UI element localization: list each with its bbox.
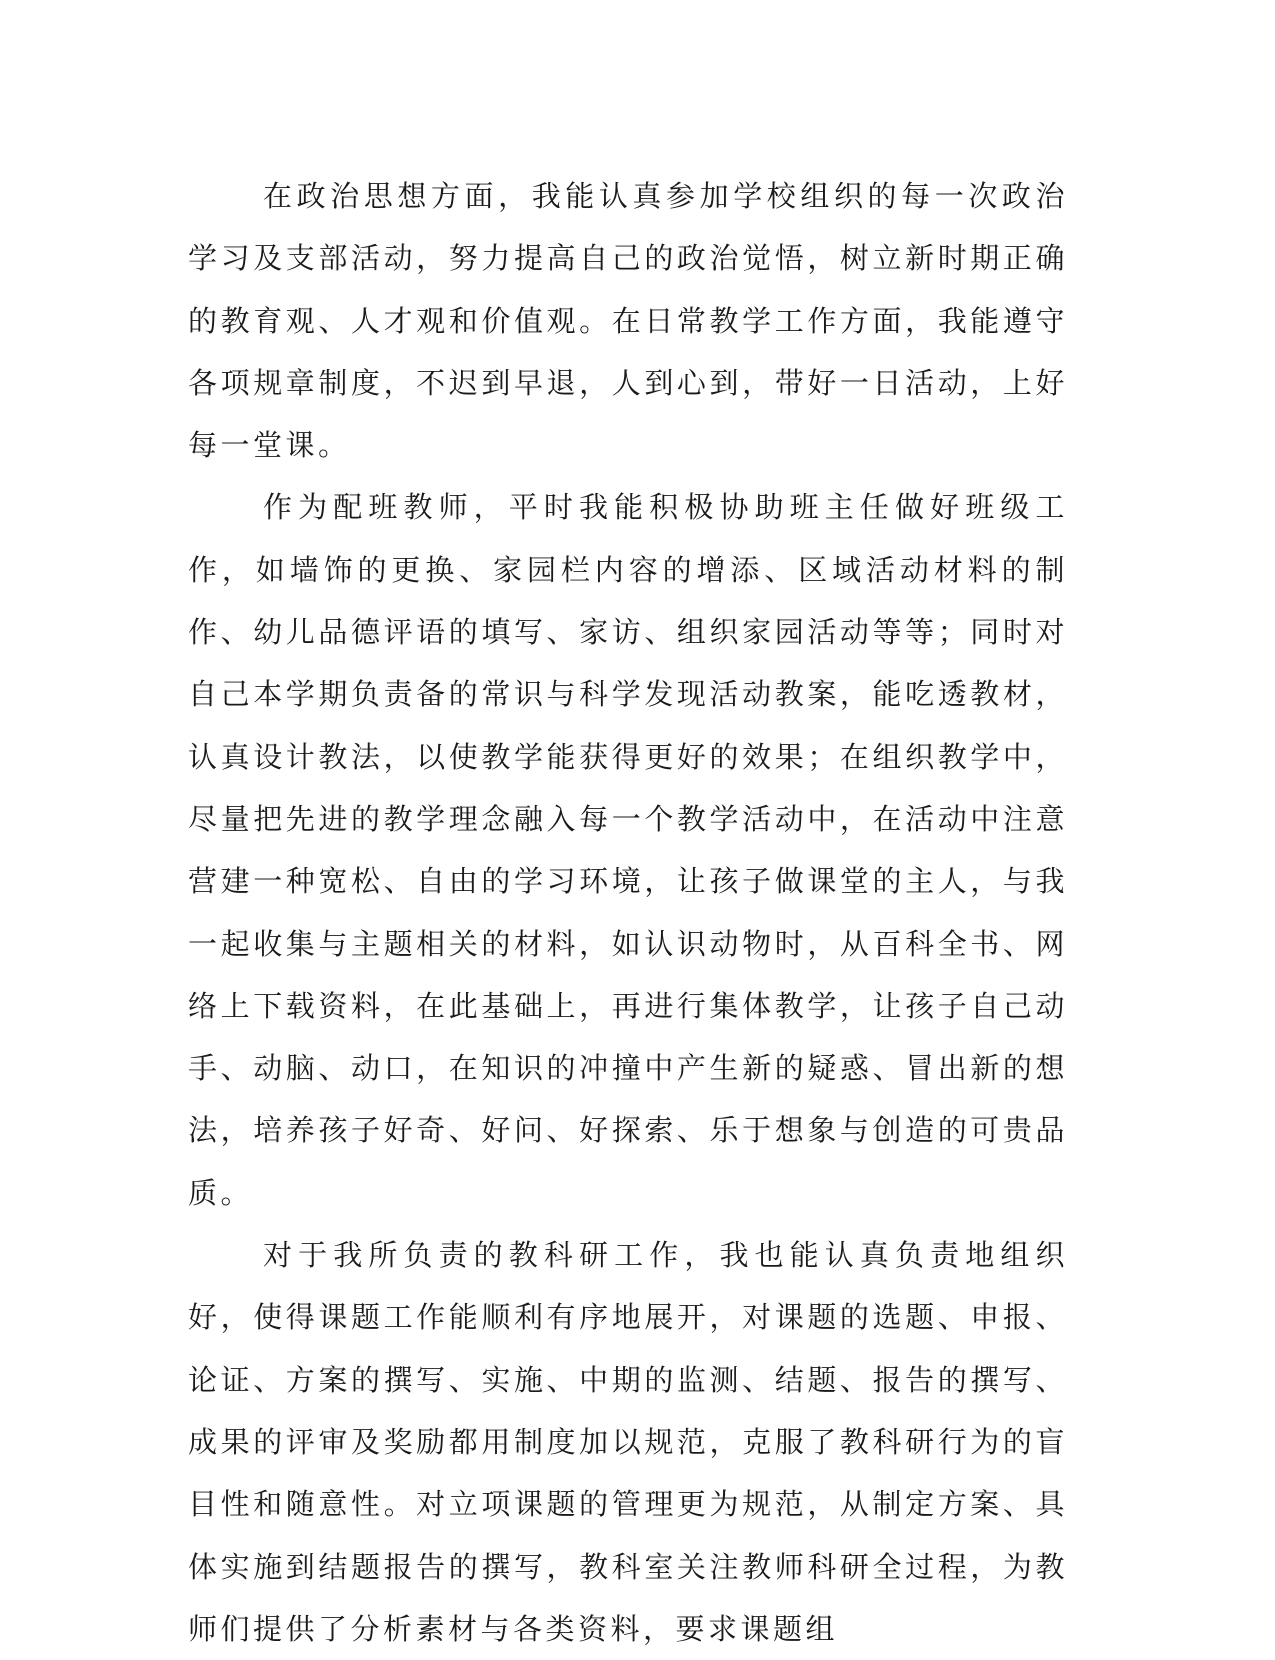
paragraph-assistant-teacher: 作为配班教师，平时我能积极协助班主任做好班级工作，如墙饰的更换、家园栏内容的增添、区域活动材料的制作、幼儿品德评语的填写、家访、组织家园活动等等；同时对自己本学期负责备的常识与科学发现活动教案，能吃透教材，认真设计教法，以使教学能获得更好的效果；在组织教学中，尽量把先进的教学理念融入每一个教学活动中，在活动中注意营建一种宽松、自由的学习环境，让孩子做课堂的主人，与我一起收集与主题相关的材料，如认识动物时，从百科全书、网络上下载资料，在此基础上，再进行集体教学，让孩子自己动手、动脑、动口，在知识的冲撞中产生新的疑惑、冒出新的想法，培养孩子好奇、好问、好探索、乐于想象与创造的可贵品质。 <box>188 490 1068 1210</box>
paragraph-political-thought: 在政治思想方面，我能认真参加学校组织的每一次政治学习及支部活动，努力提高自己的政治觉悟，树立新时期正确的教育观、人才观和价值观。在日常教学工作方面，我能遵守各项规章制度，不迟到早退，人到心到，带好一日活动，上好每一堂课。 <box>188 179 1068 463</box>
paragraph-research-work: 对于我所负责的教科研工作，我也能认真负责地组织好，使得课题工作能顺利有序地展开，对课题的选题、申报、论证、方案的撰写、实施、中期的监测、结题、报告的撰写、成果的评审及奖励都用制度加以规范，克服了教科研行为的盲目性和随意性。对立项课题的管理更为规范，从制定方案、具体实施到结题报告的撰写，教科室关注教师科研全过程，为教师们提供了分析素材与各类资料，要求课题组 <box>188 1238 1068 1646</box>
body-text <box>188 165 1068 1660</box>
